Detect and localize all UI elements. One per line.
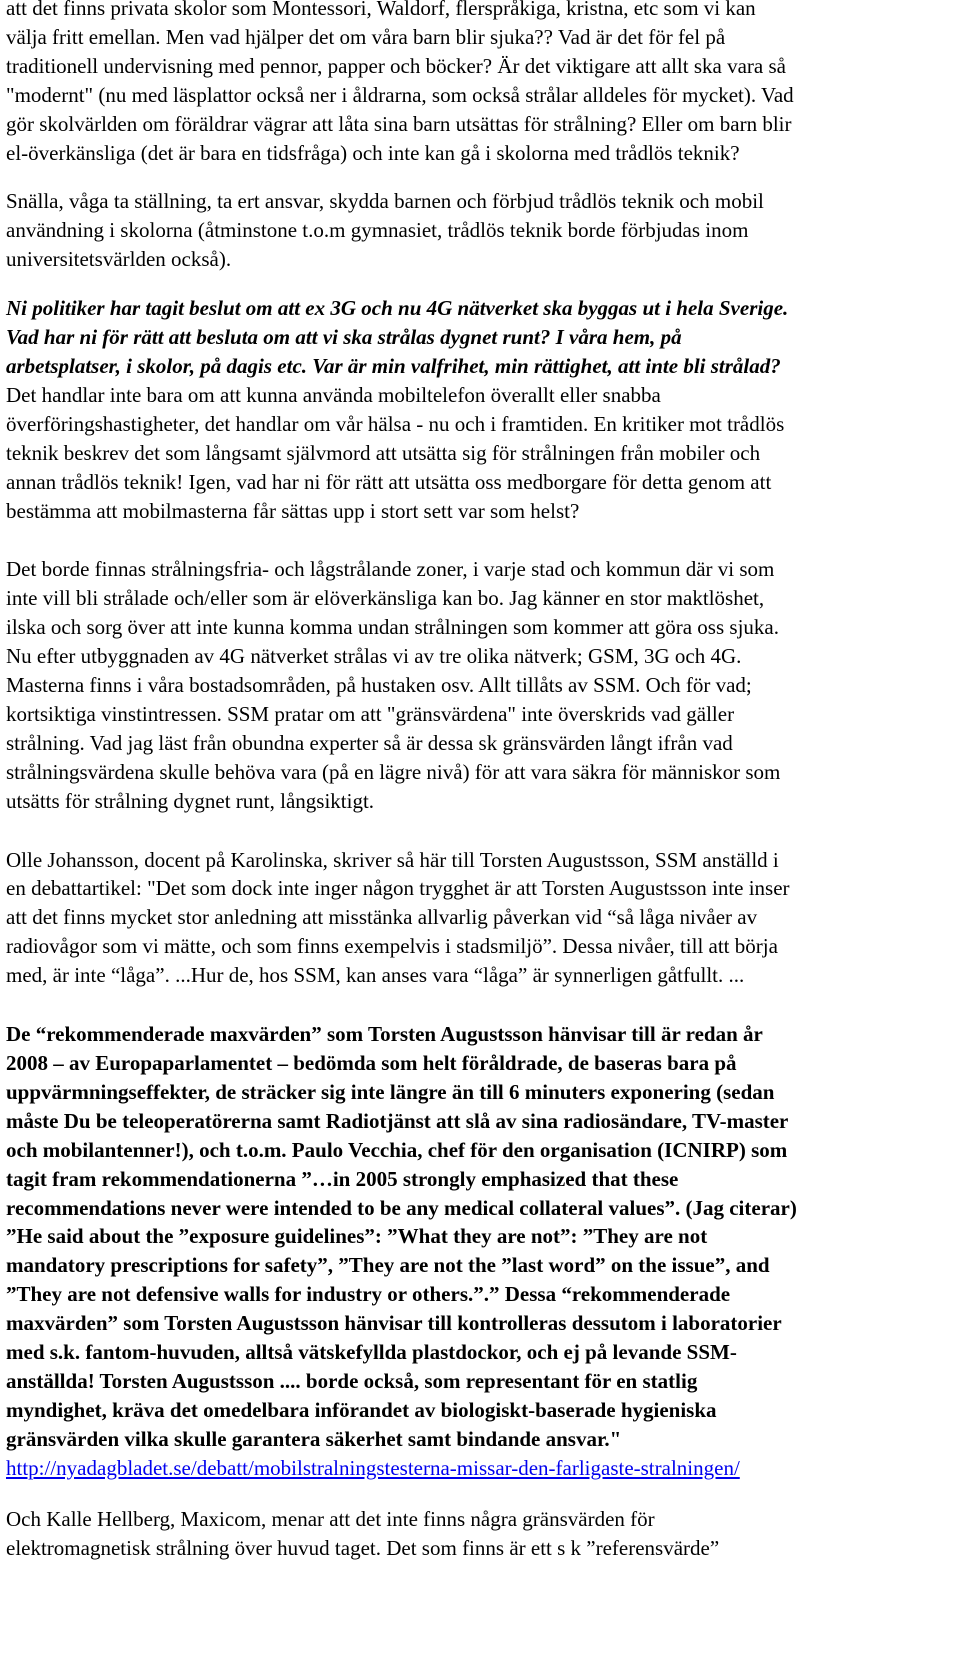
bold-line: mandatory prescriptions for safety”, ”They are not the ”last word” on the issue”, and	[6, 1253, 770, 1278]
source-link[interactable]: http://nyadagbladet.se/debatt/mobilstralningstesterna-missar-den-farligaste-stralningen/	[6, 1455, 740, 1480]
text-line: universitetsvärlden också).	[6, 247, 232, 272]
emphasis-line: Vad har ni för rätt att besluta om att vi ska strålas dygnet runt? I våra hem, på	[6, 325, 682, 350]
bold-line: ”They are not defensive walls for industry or others.”.” Dessa “rekommenderade	[6, 1282, 731, 1307]
text-line: bestämma att mobilmasterna får sättas upp i stort sett var som helst?	[6, 498, 580, 523]
text-line: gör skolvärlden om föräldrar vägrar att låta sina barn utsättas för strålning? Eller om barn blir	[6, 111, 792, 136]
bold-line: uppvärmningseffekter, de sträcker sig inte längre än till 6 minuters exponering (sedan	[6, 1079, 775, 1104]
text-line: med, är inte “låga”. ...Hur de, hos SSM, kan anses vara “låga” är synnerligen gåtfullt. ...	[6, 963, 745, 988]
text-line: Masterna finns i våra bostadsområden, på hustaken osv. Allt tillåts av SSM. Och för vad;	[6, 673, 752, 698]
bold-line: anställda! Torsten Augustsson .... borde också, som representant för en statlig	[6, 1368, 698, 1393]
paragraph-plea	[6, 187, 954, 274]
paragraph-zones	[6, 555, 954, 815]
bold-line: måste Du be teleoperatörerna samt Radiotjänst att slå av sina radiosändare, TV-master	[6, 1108, 789, 1133]
paragraph-olle-johansson	[6, 846, 954, 991]
text-line: strålningsvärdena skulle behöva vara (på en lägre nivå) för att vara säkra för människor som	[6, 759, 781, 784]
text-line: överföringshastigheter, det handlar om vår hälsa - nu och i framtiden. En kritiker mot trådlös	[6, 411, 785, 436]
text-line: Snälla, våga ta ställning, ta ert ansvar, skydda barnen och förbjud trådlös teknik och mobil	[6, 189, 764, 214]
paragraph-politicians	[6, 294, 954, 525]
text-line: teknik beskrev det som långsamt självmord att utsätta sig för strålningen från mobiler och	[6, 440, 761, 465]
bold-line: maxvärden” som Torsten Augustsson hänvisar till kontrolleras dessutom i laboratorier	[6, 1311, 782, 1336]
bold-line: De “rekommenderade maxvärden” som Torsten Augustsson hänvisar till är redan år	[6, 1022, 763, 1047]
bold-line: med s.k. fantom-huvuden, alltså vätskefyllda plastdockor, och ej på levande SSM-	[6, 1340, 737, 1365]
text-line: kortsiktiga vinstintressen. SSM pratar om att "gränsvärdena" inte överskrids vad gäller	[6, 701, 735, 726]
paragraph-schools	[6, 0, 954, 167]
text-line: inte vill bli strålade och/eller som är elöverkänsliga kan bo. Jag känner en stor maktlöshet,	[6, 586, 765, 611]
emphasis-line: Ni politiker har tagit beslut om att ex 3G och nu 4G nätverket ska byggas ut i hela Sverige.	[6, 296, 789, 321]
bold-line: ”He said about the ”exposure guidelines”: ”What they are not”: ”They are not	[6, 1224, 708, 1249]
text-line: ilska och sorg över att inte kunna komma undan strålningen som kommer att göra oss sjuka.	[6, 615, 779, 640]
text-line: användning i skolorna (åtminstone t.o.m gymnasiet, trådlös teknik borde förbjudas inom	[6, 218, 749, 243]
bold-line: gränsvärden vilka skulle garantera säkerhet samt bindande ansvar."	[6, 1426, 622, 1451]
text-line: radiovågor som vi mätte, och som finns exempelvis i stadsmiljö”. Dessa nivåer, till att börja	[6, 934, 778, 959]
document-page	[6, 0, 954, 1562]
text-line: annan trådlös teknik! Igen, vad har ni för rätt att utsätta oss medborgare för detta genom att	[6, 469, 772, 494]
text-line: Det borde finnas strålningsfria- och lågstrålande zoner, i varje stad och kommun där vi som	[6, 557, 775, 582]
text-line: traditionell undervisning med pennor, papper och böcker? Är det viktigare att allt ska vara så	[6, 53, 786, 78]
text-line: Och Kalle Hellberg, Maxicom, menar att det inte finns några gränsvärden för	[6, 1506, 655, 1531]
text-line: el-överkänsliga (det är bara en tidsfråga) och inte kan gå i skolorna med trådlös teknik?	[6, 140, 740, 165]
text-line: välja fritt emellan. Men vad hjälper det om våra barn blir sjuka?? Vad är det för fel på	[6, 24, 726, 49]
text-line: Olle Johansson, docent på Karolinska, skriver så här till Torsten Augustsson, SSM anställd i	[6, 847, 779, 872]
text-line: att det finns privata skolor som Montessori, Waldorf, flerspråkiga, kristna, etc som vi kan	[6, 0, 756, 20]
text-line: Det handlar inte bara om att kunna använda mobiltelefon överallt eller snabba	[6, 382, 661, 407]
text-line: utsätts för strålning dygnet runt, långsiktigt.	[6, 788, 375, 813]
text-line: en debattartikel: "Det som dock inte inger någon trygghet är att Torsten Augustsson inte inser	[6, 876, 790, 901]
text-line: elektromagnetisk strålning över huvud taget. Det som finns är ett s k ”referensvärde”	[6, 1535, 720, 1560]
text-line: "modernt" (nu med läsplattor också ner i åldrarna, som också strålar alldeles för mycket). Vad	[6, 82, 794, 107]
paragraph-kalle-hellberg	[6, 1505, 954, 1563]
text-line: att det finns mycket stor anledning att misstänka allvarlig påverkan vid “så låga nivåer av	[6, 905, 758, 930]
source-link-line	[6, 1454, 954, 1483]
text-line: strålning. Vad jag läst från obundna experter så är dessa sk gränsvärden långt ifrån vad	[6, 730, 733, 755]
text-line: Nu efter utbyggnaden av 4G nätverket strålas vi av tre olika nätverk; GSM, 3G och 4G.	[6, 644, 742, 669]
paragraph-quote-bold	[6, 1020, 954, 1454]
emphasis-line: arbetsplatser, i skolor, på dagis etc. Var är min valfrihet, min rättighet, att inte bli strålad?	[6, 353, 781, 378]
bold-line: och mobilantenner!), och t.o.m. Paulo Vecchia, chef för den organisation (ICNIRP) som	[6, 1137, 788, 1162]
bold-line: myndighet, kräva det omedelbara införandet av biologiskt-baserade hygieniska	[6, 1397, 717, 1422]
bold-line: tagit fram rekommendationerna ”…in 2005 strongly emphasized that these	[6, 1166, 679, 1191]
bold-line: recommendations never were intended to be any medical collateral values”. (Jag citerar)	[6, 1195, 797, 1220]
bold-line: 2008 – av Europaparlamentet – bedömda som helt föråldrade, de baseras bara på	[6, 1051, 737, 1075]
